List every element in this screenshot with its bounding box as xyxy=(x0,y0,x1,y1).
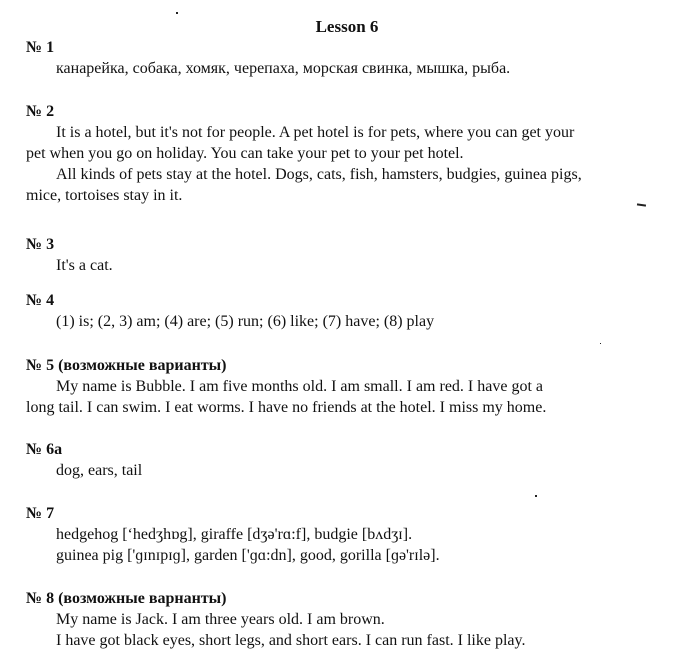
answer-line: It's a cat. xyxy=(56,257,113,274)
answer-line: My name is Jack. I am three years old. I am brown. xyxy=(56,611,385,628)
answer-line: канарейка, собака, хомяк, черепаха, морская свинка, мышка, рыба. xyxy=(56,60,511,77)
exercise-5 xyxy=(26,356,676,418)
answer-line: dog, ears, tail xyxy=(56,462,143,479)
exercise-4 xyxy=(26,291,676,332)
exercise-header: № 4 xyxy=(26,292,55,309)
exercise-1 xyxy=(26,38,676,79)
answer-line: All kinds of pets stay at the hotel. Dogs, cats, fish, hamsters, budgies, guinea pigs, xyxy=(56,166,582,183)
exercise-header: № 5 (возможные варианты) xyxy=(26,357,227,374)
exercise-header: № 6a xyxy=(26,441,63,458)
answer-line: guinea pig ['ɡɪnɪpɪɡ], garden ['ɡɑ:dn], good, gorilla [ɡə'rɪlə]. xyxy=(56,547,440,564)
exercise-header: № 3 xyxy=(26,236,55,253)
exercise-6a xyxy=(26,440,676,481)
scan-speck xyxy=(600,343,601,344)
exercise-3 xyxy=(26,235,676,276)
exercise-header: № 1 xyxy=(26,39,55,56)
answer-line: pet when you go on holiday. You can take your pet to your pet hotel. xyxy=(26,145,464,162)
lesson-title: Lesson 6 xyxy=(315,17,379,36)
exercise-8 xyxy=(26,589,676,651)
scan-speck xyxy=(176,12,178,14)
answer-line: mice, tortoises stay in it. xyxy=(26,187,183,204)
answer-line: I have got black eyes, short legs, and short ears. I can run fast. I like play. xyxy=(56,632,526,649)
answer-line: It is a hotel, but it's not for people. A pet hotel is for pets, where you can get your xyxy=(56,124,575,141)
exercise-header: № 8 (возможные варнанты) xyxy=(26,590,227,607)
answer-line: long tail. I can swim. I eat worms. I have no friends at the hotel. I miss my home. xyxy=(26,399,547,416)
answer-line: (1) is; (2, 3) am; (4) are; (5) run; (6) like; (7) have; (8) play xyxy=(56,313,435,330)
exercise-7 xyxy=(26,504,676,566)
exercise-header: № 2 xyxy=(26,103,55,120)
exercise-2 xyxy=(26,102,676,206)
answer-line: hedgehog [‘hedʒhɒg], giraffe [dʒə'rɑ:f], budgie [bʌdʒɪ]. xyxy=(56,526,413,543)
answer-line: My name is Bubble. I am five months old. I am small. I am red. I have got a xyxy=(56,378,543,395)
scan-speck xyxy=(535,495,537,497)
exercise-header: № 7 xyxy=(26,505,55,522)
